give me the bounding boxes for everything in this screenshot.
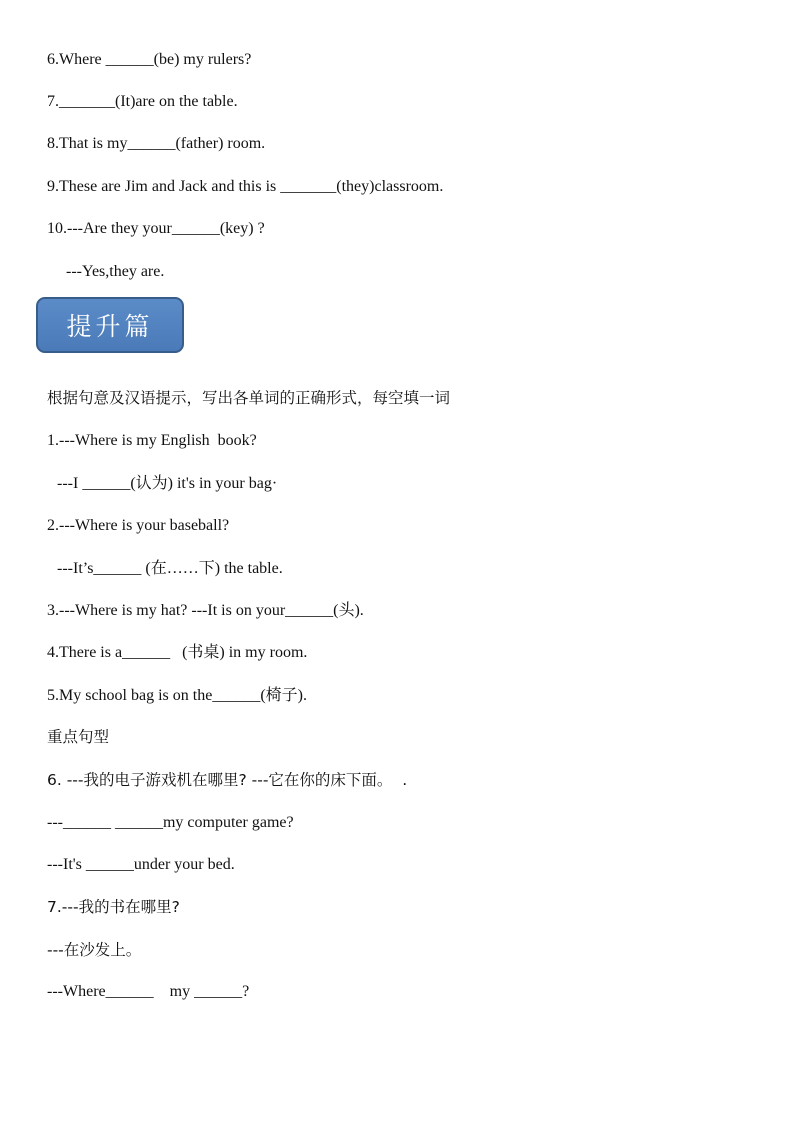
exercise-1-question: 1.---Where is my English book? [47, 432, 257, 449]
exercise-6-line-2: ---It's ______under your bed. [47, 856, 235, 873]
key-sentences-heading: 重点句型 [47, 728, 110, 746]
section-instruction: 根据句意及汉语提示，写出各单词的正确形式，每空填一词 [47, 389, 451, 407]
exercise-7-hint: ---在沙发上。 [47, 941, 142, 959]
exercise-10-question: 10.---Are they your______(key) ? [47, 220, 265, 237]
exercise-3: 3.---Where is my hat? ---It is on your______(头). [47, 602, 364, 619]
exercise-5: 5.My school bag is on the______(椅子). [47, 687, 307, 704]
exercise-1-answer: ---I ______(认为) it's in your bag· [57, 475, 278, 492]
section-banner: 提升篇 [36, 297, 184, 353]
exercise-4: 4.There is a______ (书桌) in my room. [47, 644, 308, 661]
exercise-7-prompt: 7.---我的书在哪里? [47, 898, 180, 916]
exercise-2-question: 2.---Where is your baseball? [47, 517, 230, 534]
exercise-9: 9.These are Jim and Jack and this is _______(they)classroom. [47, 178, 444, 195]
exercise-7: 7._______(It)are on the table. [47, 93, 238, 110]
exercise-10-answer: ---Yes,they are. [66, 263, 165, 280]
exercise-6-line-1: ---______ ______my computer game? [47, 814, 294, 831]
exercise-7-line: ---Where______ my ______? [47, 983, 250, 1000]
exercise-2-answer: ---It’s______ (在……下) the table. [57, 560, 283, 577]
exercise-6: 6.Where ______(be) my rulers? [47, 51, 252, 68]
exercise-8: 8.That is my______(father) room. [47, 135, 266, 152]
exercise-6-prompt: 6. ---我的电子游戏机在哪里? ---它在你的床下面。 . [47, 771, 408, 789]
